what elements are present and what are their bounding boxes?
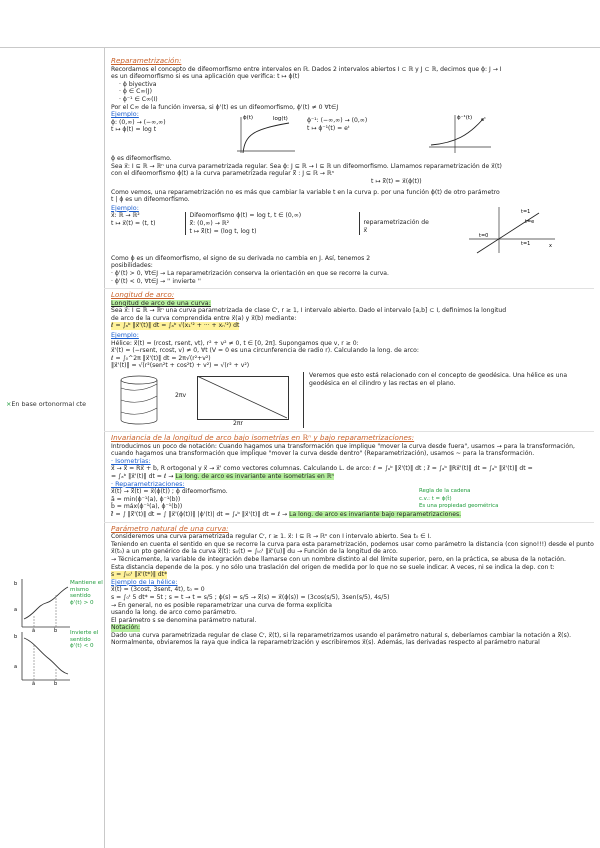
isometry-invariance-highlight: La long. de arco es invariante ante isometrías en ℝⁿ xyxy=(175,473,334,480)
reparam-definition-2: con el difeomorfismo ϕ(t) a la curva parametrizada regular x̃⃗ : J ⊆ ℝ → ℝⁿ xyxy=(111,170,335,178)
example2-note: reparametrización de x⃗ xyxy=(359,212,431,235)
helix-example-label: Ejemplo de la hélice: xyxy=(111,577,178,586)
isometries-1: x⃗ → x̄⃗ = Rx⃗ + b⃗, R ortogonal y x⃗ → x⃗' como vectores columnas. Calculando L. de arco: ℓ = ∫ₐᵇ ‖x̄⃗'(t)‖ dt ; ℓ̄ = ∫ₐᵇ ‖Rx⃗'(t)‖ dt = ∫ₐᵇ ‖x⃗'(t)‖ dt = xyxy=(111,465,533,473)
section-title-natural-parameter: Parámetro natural de una curva: xyxy=(111,523,229,533)
exp-graph-curve-label: eᵗ xyxy=(481,117,487,124)
rep-line-2: ã = min(ϕ⁻¹(a), ϕ⁻¹(b)) xyxy=(111,495,181,503)
arc-subtitle: Longitud de arco de una curva: xyxy=(111,298,211,307)
example2-reparam-rule: t ↦ x̃⃗(t) = (log t, log t) xyxy=(189,227,257,235)
section-title-arc-length: Longitud de arco: xyxy=(111,290,175,300)
helix-length: ℓ = ∫₀^2π ‖x⃗'(t)‖ dt = 2π√(r²+v²) xyxy=(111,354,211,362)
natural-formula: s = ∫ₜ₀ᵗ ‖x⃗'(t*)‖ dt* xyxy=(111,571,168,579)
figure-height-label: 2πv xyxy=(175,392,187,400)
reparam-comment-2: t | ϕ es un difeomorfismo. xyxy=(111,196,190,204)
natural-4: → Técnicamente, la variable de integración debe llamarse con un nombre distinto al del límite superior, pero, en la práctica, se abusa de la notación. xyxy=(111,555,566,563)
geodesic-note: Veremos que esto está relacionado con el concepto de geodésica. Una hélice es una geodésica en el cilindro y las rectas en el plano. xyxy=(303,372,579,428)
reparam-definition-1: Sea x⃗: I ⊆ ℝ → ℝⁿ una curva parametrizada regular. Sea ϕ: J ⊆ ℝ → I ⊆ ℝ un difeomorfismo. Llamamos reparametrización de x⃗(t) xyxy=(111,162,502,170)
svg-text:a: a xyxy=(14,607,18,613)
log-graph xyxy=(229,111,299,155)
condition-inverse-smooth: · ϕ⁻¹ ∈ C∞(I) xyxy=(119,95,158,103)
axis-label-x: x xyxy=(549,242,552,249)
svg-text:b: b xyxy=(14,581,18,587)
helix-derivative: x⃗'(t) = (−rsent, rcost, v) ≠ 0⃗, ∀t (V = 0 es una circunferencia de radio r). Calculando la long. de arco: xyxy=(111,347,419,355)
arc-def-2: de arco de la curva comprendida entre x⃗(a) y x⃗(b) mediante: xyxy=(111,314,297,322)
separator-2 xyxy=(104,431,594,432)
notation-text: Dado una curva parametrizada regular de clase Cʳ, x⃗(t), si la reparametrizamos usando el parámetro natural s, deberíamos cambiar la notación a x̃⃗(s). Normalmente, obviaremos la raya que indica la reparametrización y escribiremos x⃗(s). Además, las derivadas respecto al parámetro natural xyxy=(111,631,572,647)
section-title-reparametrization: Reparametrización: xyxy=(111,56,182,65)
helix-norm: ‖x⃗'(t)‖ = √(r²(sen²t + cos²t) + v²) = √(r² + v²) xyxy=(111,362,250,370)
exp-graph-ylabel: ϕ⁻¹(t) xyxy=(457,115,473,122)
unrolled-diagonal xyxy=(197,376,289,420)
reparam-comment-1: Como vemos, una reparametrización no es más que cambiar la variable t en la curva p. por una función ϕ(t) de otro parámetro xyxy=(111,188,500,196)
example-inverse-1: ϕ⁻¹: (−∞,∞) → (0,∞) xyxy=(307,117,368,125)
case-positive: · ϕ'(t) > 0, ∀t∈J → La reparametrización conserva la orientación en que se recorre la curva. xyxy=(111,269,389,277)
helix-ex-4: usando la long. de arco como parámetro. xyxy=(111,609,237,617)
reparam-definition-3: t ↦ x̃⃗(t) = x⃗(ϕ(t)) xyxy=(371,177,422,185)
example-map-1: ϕ: (0,∞) → (−∞,∞) xyxy=(111,118,166,126)
helix-ex-3: → En general, no es posible reparametrizar una curva de forma explícita xyxy=(111,601,332,609)
example2-label: Ejemplo: xyxy=(111,203,139,212)
arc-formula: ℓ = ∫ₐᵇ ‖x⃗'(t)‖ dt = ∫ₐᵇ √(x₁'² + ··· + xₙ'²) dt xyxy=(111,322,240,330)
rep-line-1: x⃗(t) → x̃⃗(t) = x⃗(ϕ(t)) ; ϕ difeomorfismo. xyxy=(111,488,228,496)
margin-note-keeps-orientation: Mantiene el mismo sentido ϕ'(t) > 0 xyxy=(70,580,103,606)
svg-text:ã: ã xyxy=(32,681,36,686)
separator-3 xyxy=(104,522,594,523)
example2-diffeo: Difeomorfismo ϕ(t) = log t, t ∈ (0,∞) xyxy=(189,212,302,220)
svg-text:b̃: b̃ xyxy=(54,628,58,633)
reparam-intro-2: es un difeomorfismo si es una aplicación que verifica: t ↦ ϕ(t) xyxy=(111,73,300,81)
reparam-intro-1: Recordamos el concepto de difeomorfismo entre intervalos en ℝ. Dados 2 intervalos abiertos I ⊂ ℝ y J ⊂ ℝ, decimos que ϕ: J → I xyxy=(111,65,502,73)
isometries-label: · Isometrías: xyxy=(111,456,151,465)
rep-invariance-highlight: La long. de arco es invariante bajo reparametrizaciones. xyxy=(289,510,462,518)
case-negative: · ϕ'(t) < 0, ∀t∈J → '' invierte '' xyxy=(111,277,201,285)
identity-line-graph xyxy=(439,205,559,255)
natural-5: Esta distancia depende de la pos. y no sólo una traslación del origen de medida por lo que no se suele indicar. A veces, ni se indica la dep. con t: xyxy=(111,563,555,571)
figure-width-label: 2πr xyxy=(233,420,244,428)
arc-example-label: Ejemplo: xyxy=(111,331,139,340)
notes-page xyxy=(111,55,595,647)
example-inverse-2: t ↦ ϕ⁻¹(t) = eᵗ xyxy=(307,124,350,132)
top-rule xyxy=(0,47,600,48)
separator-1 xyxy=(104,288,594,289)
exp-graph xyxy=(425,111,495,155)
svg-text:b: b xyxy=(14,634,18,640)
section-title-invariance: Invariancia de la longitud de arco bajo isometrías en ℝⁿ y bajo reparametrizaciones: xyxy=(111,433,415,443)
notation-intro-2: cuando hagamos una transformación que implique "mover la curva desde dentro" (Reparametrización), usamos ~ para la transformación. xyxy=(111,450,535,458)
helix-def: Hélice: x⃗(t) = (rcost, rsent, vt), r² + v² ≠ 0, t ∈ [0, 2π]. Supongamos que v, r ≥ 0: xyxy=(111,339,359,347)
svg-text:a: a xyxy=(14,664,18,670)
natural-1: Consideremos una curva parametrizada regular Cʳ, r ≥ 1. x⃗: I ⊆ ℝ → ℝⁿ con I intervalo abierto. Sea t₀ ∈ I. xyxy=(111,533,432,541)
example-label: Ejemplo: xyxy=(111,110,139,119)
svg-text:b̃: b̃ xyxy=(54,681,58,686)
natural-3: x⃗(t₀) a un pto genérico de la curva x⃗(t): s₀(t) = ∫ₜ₀ᵗ ‖x⃗'(u)‖ du → Función de la longitud de arco. xyxy=(111,548,398,556)
annot-chain-rule: Regla de la cadena xyxy=(419,488,471,495)
margin-rule xyxy=(104,47,105,848)
example2-reparam: x̃⃗: (0,∞) → ℝ² xyxy=(189,219,230,227)
annot-change-var: c.v.: t = ϕ(t̃) xyxy=(419,495,452,502)
annot-geometric: Es una propiedad geométrica xyxy=(419,503,499,510)
helix-ex-2: s = ∫₀ᵗ 5 dt* = 5t ; s = t → t = s/5 ; ϕ(s) = s/5 → x̃⃗(s) = x⃗(ϕ(s)) = (3cos(s/5), 3sen(s/5), 4s/5) xyxy=(111,593,390,601)
cylinder-figure xyxy=(111,372,167,428)
reparametrizations-label: · Reparametrizaciones: xyxy=(111,479,185,488)
condition-bijective: · ϕ biyectiva xyxy=(119,80,157,88)
axis-label-t0: t=0 xyxy=(479,232,489,239)
arc-def-1: Sea x⃗: I ⊆ ℝ → ℝⁿ una curva parametrizada de clase Cʳ, r ≥ 1, I intervalo abierto. Dado el intervalo [a,b] ⊂ I, definimos la longitud xyxy=(111,307,507,315)
condition-smooth: · ϕ ∈ C∞(J) xyxy=(119,88,152,96)
reparam-derivative-nonzero: Por el C∞ de la función inversa, si ϕ'(t) es un difeomorfismo, ϕ'(t) ≠ 0 ∀t∈J xyxy=(111,103,339,111)
example2-curve-rule: t ↦ x⃗(t) = (t, t) xyxy=(111,219,156,227)
axis-label-t1b: t=1 xyxy=(521,240,531,247)
natural-2: Teniendo en cuenta el sentido en que se recorre la curva para esta parametrización, podemos usar como parámetro la distancia (con signo!!!) desde el punto xyxy=(111,540,594,548)
margin-note-orthonormal: ×En base ortonormal cte xyxy=(6,400,87,408)
rep-line-3: b̃ = máx(ϕ⁻¹(a), ϕ⁻¹(b)) xyxy=(111,503,183,511)
is-diffeomorphism: ϕ es difeomorfismo. xyxy=(111,155,172,163)
rep-line-4: ℓ̃ = ∫ ‖x̃⃗'(t̃)‖ dt̃ = ∫ ‖x⃗'(ϕ(t̃))‖ |ϕ'(t̃)| dt̃ = ∫ₐᵇ ‖x⃗'(t)‖ dt = ℓ → La long. de arco es invariante bajo reparametrizaciones. xyxy=(111,510,462,518)
helix-ex-1: x⃗(t) = (3cost, 3sent, 4t), t₀ = 0 xyxy=(111,586,205,594)
sign-1: Como ϕ es un difeomorfismo, el signo de su derivada no cambia en J. Así, tenemos 2 xyxy=(111,254,371,262)
example2-curve: x⃗: ℝ → ℝ² xyxy=(111,212,140,220)
example-map-2: t ↦ ϕ(t) = log t xyxy=(111,126,157,134)
log-graph-curve-label: log(t) xyxy=(273,116,288,123)
notation-label: Notación: xyxy=(111,624,141,632)
log-graph-ylabel: ϕ(t) xyxy=(243,115,254,122)
isometries-2: = ∫ₐᵇ ‖x⃗'(t)‖ dt = ℓ → La long. de arco es invariante ante isometrías en ℝⁿ xyxy=(111,473,334,480)
axis-label-te: t=e xyxy=(525,218,535,225)
notation-intro-1: Introducimos un poco de notación: Cuando hagamos una transformación que implique "mover la curva desde fuera", usamos → para la transformación, xyxy=(111,442,575,450)
axis-label-t1: t=1 xyxy=(521,208,531,215)
natural-parameter-name: El parámetro s se denomina parámetro natural. xyxy=(111,616,257,624)
sign-2: posibilidades: xyxy=(111,262,153,270)
margin-note-inverts-orientation: Invierte el sentido ϕ'(t) < 0 xyxy=(70,630,99,650)
svg-text:ã: ã xyxy=(32,628,36,633)
